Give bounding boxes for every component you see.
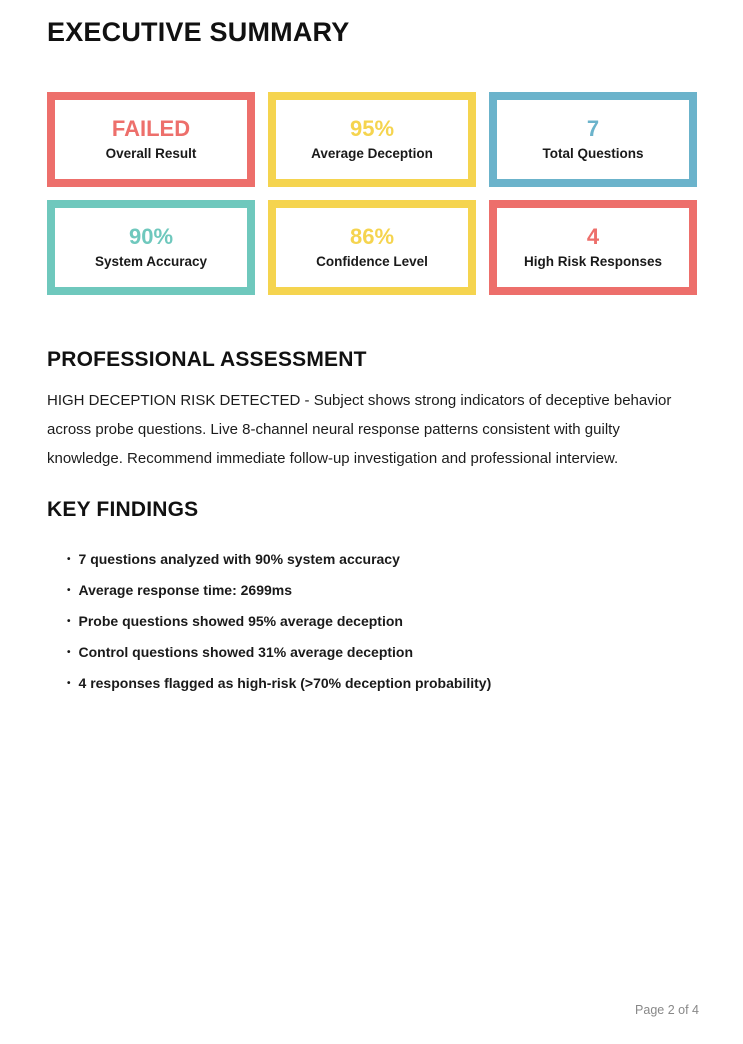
finding-item: [67, 669, 696, 700]
stat-card-system-accuracy: [47, 200, 255, 295]
bullet-icon: •: [67, 647, 71, 658]
stat-card-total-questions: [489, 92, 697, 187]
stat-card-value: 90%: [128, 224, 174, 250]
finding-text: 7 questions analyzed with 90% system accuracy: [78, 551, 400, 567]
stat-card-value: FAILED: [111, 116, 191, 142]
stat-card-high-risk-responses: [489, 200, 697, 295]
stat-card-value: 4: [586, 224, 600, 250]
stat-card-label: Total Questions: [542, 146, 644, 162]
stat-card-label: High Risk Responses: [523, 254, 663, 270]
finding-text: Control questions showed 31% average deception: [78, 644, 414, 660]
key-findings-list: [47, 545, 696, 700]
stat-card-label: Overall Result: [105, 146, 197, 162]
stat-card-label: Average Deception: [311, 146, 433, 162]
finding-item: [67, 607, 696, 638]
section-heading-professional-assessment: PROFESSIONAL ASSESSMENT: [47, 348, 367, 371]
finding-item: [67, 576, 696, 607]
finding-text: Probe questions showed 95% average deception: [78, 613, 403, 629]
finding-text: 4 responses flagged as high-risk (>70% deception probability): [78, 675, 492, 691]
finding-text: Average response time: 2699ms: [78, 582, 292, 598]
stat-card-value: 86%: [349, 224, 395, 250]
bullet-icon: •: [67, 554, 71, 565]
assessment-text: HIGH DECEPTION RISK DETECTED - Subject shows strong indicators of deceptive behavior across probe questions. Live 8-channel neural response patterns consistent with guilty knowledge. Recommend immediate follow-up investigation and professional interview.: [47, 392, 672, 467]
stat-card-value: 95%: [349, 116, 395, 142]
finding-item: [67, 638, 696, 669]
page-number: Page 2 of 4: [635, 1003, 699, 1017]
bullet-icon: •: [67, 585, 71, 596]
stat-card-label: System Accuracy: [94, 254, 208, 270]
section-heading-key-findings: KEY FINDINGS: [47, 498, 199, 521]
page-title: EXECUTIVE SUMMARY: [47, 17, 350, 47]
stat-card-value: 7: [586, 116, 600, 142]
stat-card-confidence-level: [268, 200, 476, 295]
bullet-icon: •: [67, 616, 71, 627]
stat-card-average-deception: [268, 92, 476, 187]
bullet-icon: •: [67, 678, 71, 689]
stat-cards-grid: [47, 92, 697, 295]
finding-item: [67, 545, 696, 576]
stat-card-label: Confidence Level: [316, 254, 428, 270]
stat-card-overall-result: [47, 92, 255, 187]
